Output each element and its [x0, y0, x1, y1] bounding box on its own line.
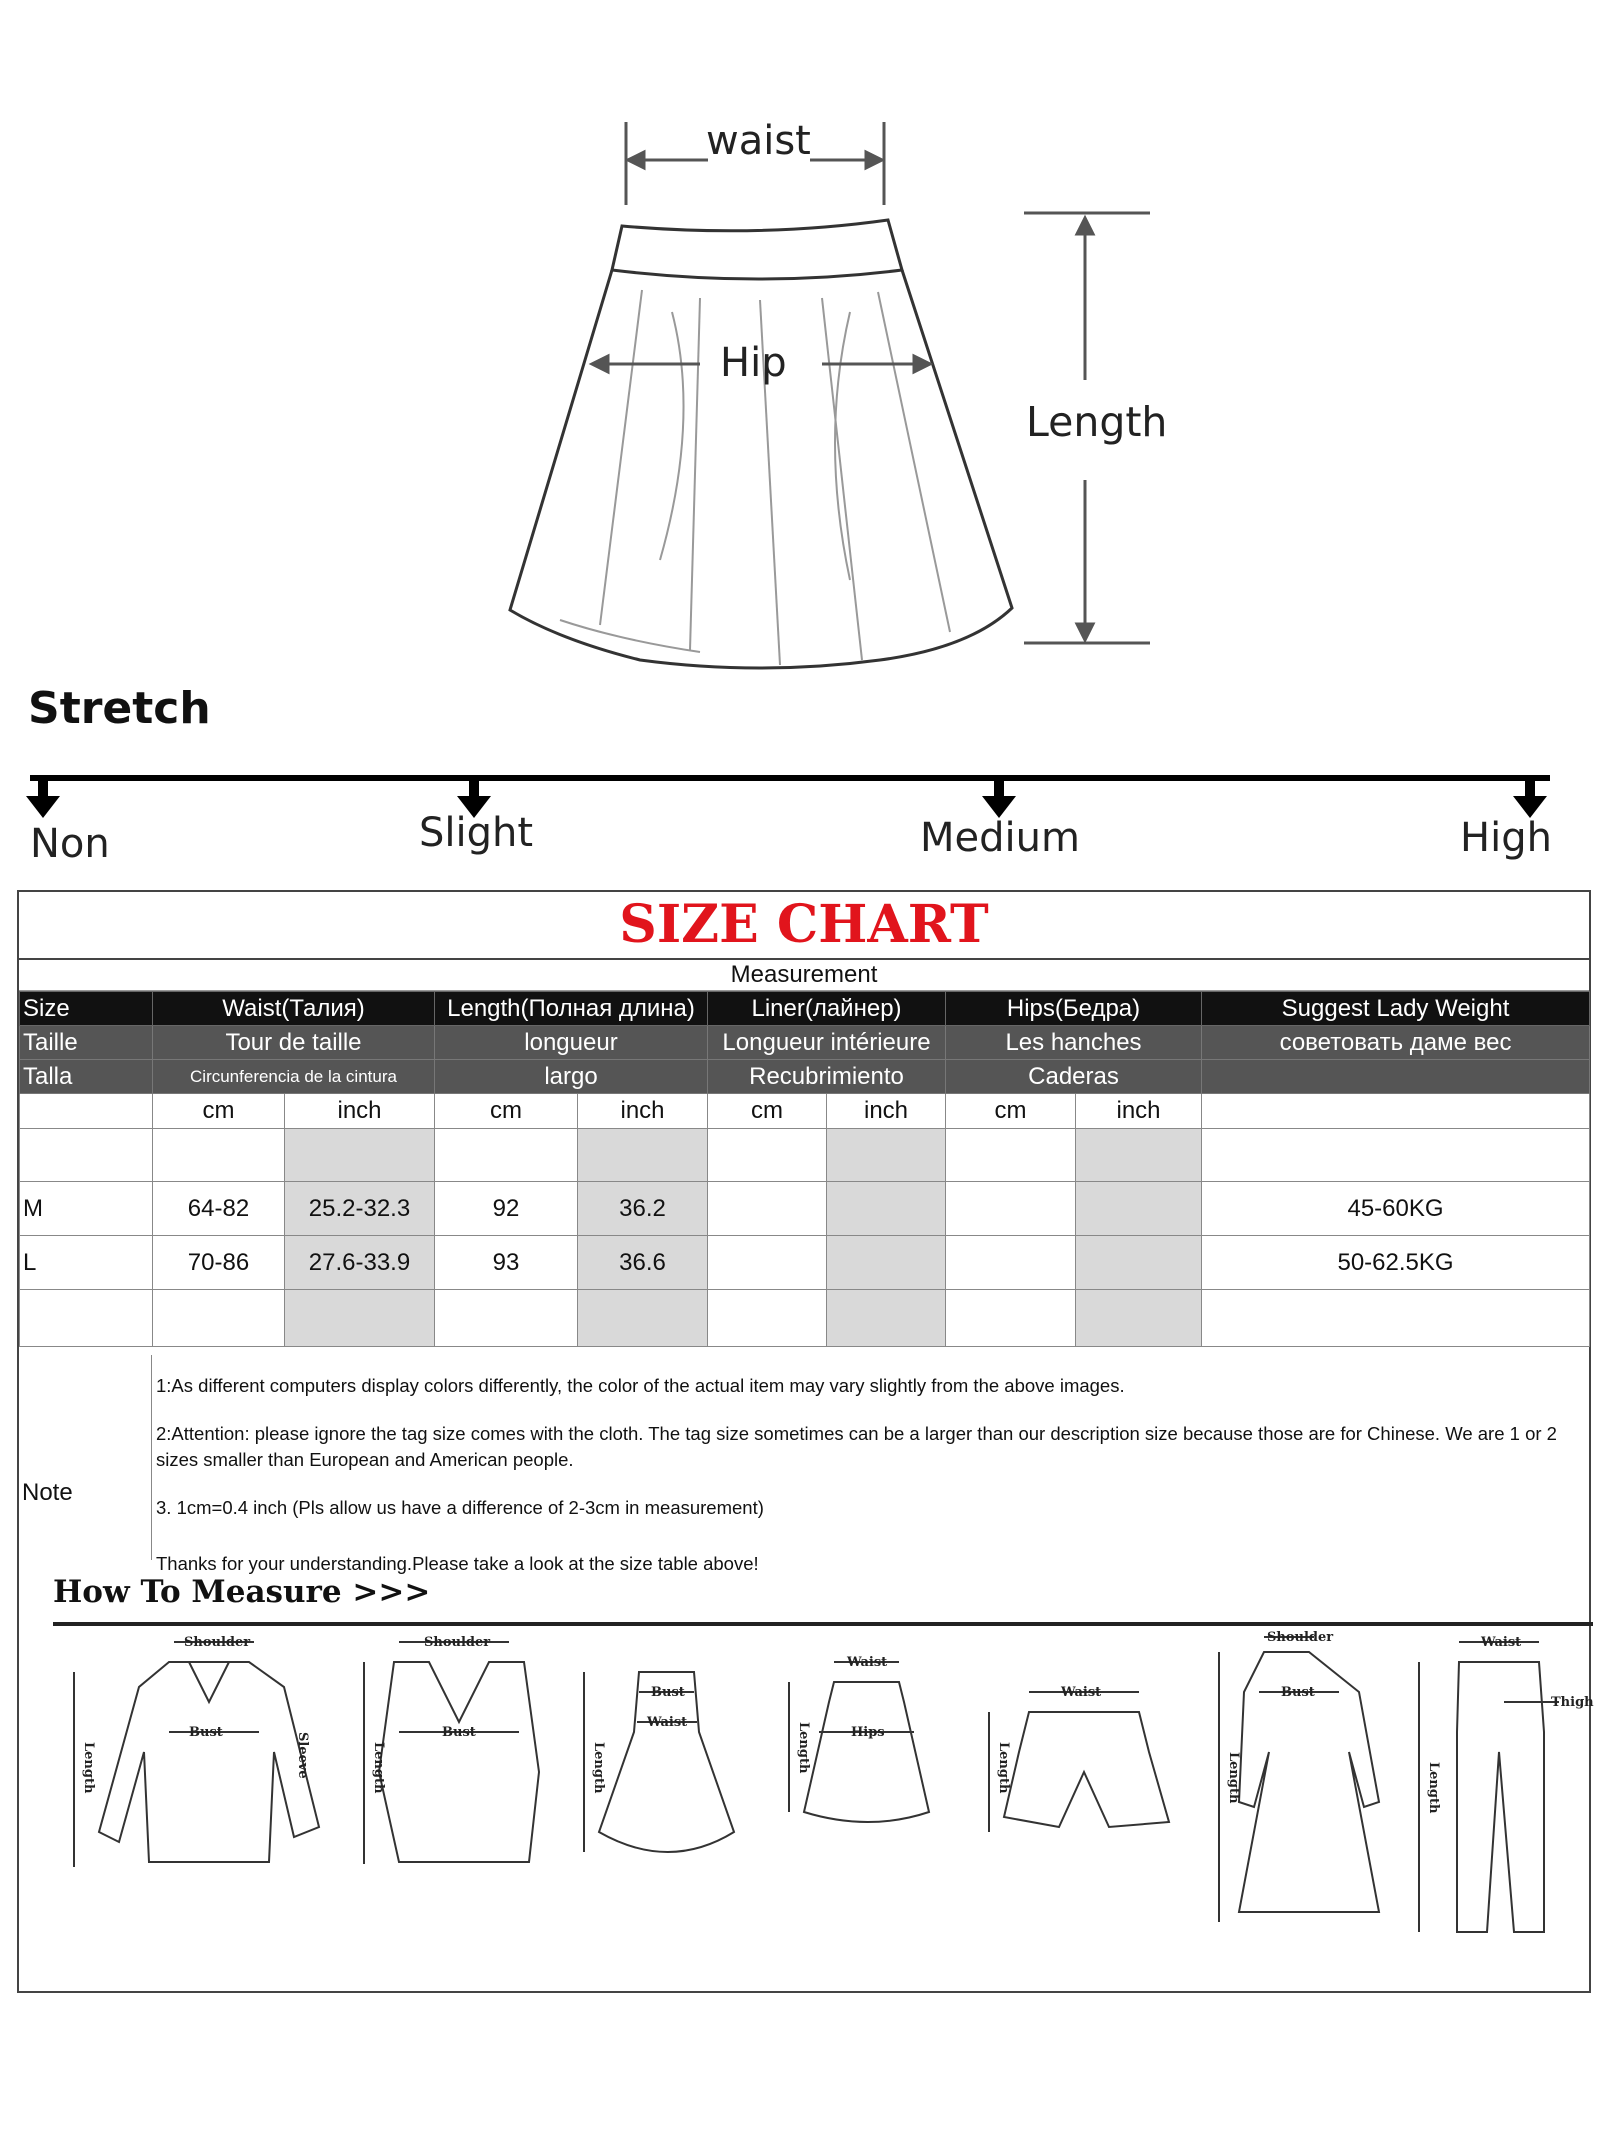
trousers-waist-label: Waist [1481, 1635, 1522, 1650]
coat-shoulder-label: Shoulder [1267, 1630, 1334, 1645]
skirt-length-label: Length [796, 1722, 811, 1774]
header-tour-de-taille: Tour de taille [153, 1026, 435, 1060]
stretch-level-slight: Slight [419, 810, 534, 856]
table-cell [435, 1129, 578, 1182]
note-2: 2:Attention: please ignore the tag size comes with the cloth. The tag size sometimes can be a larger than our description size because those are for Chinese. We are 1 or 2 sizes smaller than European and American people. [156, 1423, 1557, 1470]
how-to-measure-title: How To Measure >>> [53, 1574, 431, 1610]
header-les-hanches: Les hanches [946, 1026, 1202, 1060]
table-cell [435, 1290, 578, 1347]
table-cell [946, 1290, 1076, 1347]
trousers-thigh-label: Thigh [1551, 1695, 1594, 1710]
tank-length-label: Length [371, 1742, 386, 1794]
waist-label: waist [706, 118, 811, 164]
unit-cell: inch [578, 1094, 708, 1129]
marker-non [38, 778, 48, 798]
header-longueur-interieure: Longueur intérieure [708, 1026, 946, 1060]
table-cell [1202, 1129, 1590, 1182]
skirt-illustration [0, 0, 1600, 690]
table-cell [1076, 1290, 1202, 1347]
header-circunferencia: Circunferencia de la cintura [153, 1060, 435, 1094]
liner-cm-cell [708, 1182, 827, 1236]
hips-inch-cell [1076, 1182, 1202, 1236]
table-cell [20, 1129, 153, 1182]
length-label: Length [1026, 398, 1168, 446]
waist-inch-cell: 25.2-32.3 [285, 1182, 435, 1236]
table-cell [946, 1129, 1076, 1182]
unit-cell [20, 1094, 153, 1129]
stretch-level-high: High [1460, 815, 1552, 861]
stretch-markers [26, 778, 1547, 818]
dress-length-label: Length [591, 1742, 606, 1794]
weight-cell: 50-62.5KG [1202, 1236, 1590, 1290]
note-label: Note [22, 1479, 73, 1506]
header-talla: Talla [20, 1060, 153, 1094]
marker-medium [994, 778, 1004, 798]
table-row-size-l [20, 1236, 1590, 1290]
table-cell [827, 1129, 946, 1182]
table-cell [285, 1129, 435, 1182]
stretch-level-medium: Medium [920, 815, 1080, 861]
hips-cm-cell [946, 1236, 1076, 1290]
skirt-hips-label: Hips [851, 1725, 885, 1740]
hip-label: Hip [720, 340, 787, 386]
tank-bust-label: Bust [442, 1725, 476, 1740]
size-cell: M [20, 1182, 153, 1236]
how-to-measure-rule [53, 1622, 1593, 1626]
table-cell [285, 1290, 435, 1347]
header-length: Length(Полная длина) [435, 992, 708, 1026]
header-recubrimiento: Recubrimiento [708, 1060, 946, 1094]
unit-cell: cm [153, 1094, 285, 1129]
header-empty [1202, 1060, 1590, 1094]
dress-bust-label: Bust [651, 1685, 685, 1700]
skirt-waist-label: Waist [847, 1655, 888, 1670]
waist-inch-cell: 27.6-33.9 [285, 1236, 435, 1290]
header-waist: Waist(Талия) [153, 992, 435, 1026]
header-weight-ru: советовать даме вес [1202, 1026, 1590, 1060]
note-3: 3. 1cm=0.4 inch (Pls allow us have a difference of 2-3cm in measurement) [156, 1497, 764, 1518]
waist-cm-cell: 64-82 [153, 1182, 285, 1236]
hips-cm-cell [946, 1182, 1076, 1236]
table-cell [1202, 1290, 1590, 1347]
unit-cell: inch [1076, 1094, 1202, 1129]
header-liner: Liner(лайнер) [708, 992, 946, 1026]
table-cell [827, 1290, 946, 1347]
stretch-level-non: Non [30, 821, 110, 867]
length-inch-cell: 36.6 [578, 1236, 708, 1290]
unit-cell: inch [827, 1094, 946, 1129]
shorts-figure [989, 1692, 1169, 1832]
marker-slight [469, 778, 479, 798]
length-inch-cell: 36.2 [578, 1182, 708, 1236]
blouse-bust-label: Bust [189, 1725, 223, 1740]
table-cell [153, 1290, 285, 1347]
size-chart-title: SIZE CHART [19, 892, 1589, 960]
liner-cm-cell [708, 1236, 827, 1290]
size-table [19, 991, 1590, 1347]
shorts-length-label: Length [996, 1742, 1011, 1794]
trousers-length-label: Length [1426, 1762, 1441, 1814]
marker-non-arrow [26, 796, 60, 818]
length-cm-cell: 92 [435, 1182, 578, 1236]
table-row [20, 1290, 1590, 1347]
hips-inch-cell [1076, 1236, 1202, 1290]
liner-inch-cell [827, 1236, 946, 1290]
tank-figure [364, 1642, 539, 1864]
unit-cell: cm [946, 1094, 1076, 1129]
weight-cell: 45-60KG [1202, 1182, 1590, 1236]
shorts-waist-label: Waist [1061, 1685, 1102, 1700]
note-section [19, 1355, 1589, 1574]
marker-high [1525, 778, 1535, 798]
table-row [20, 1129, 1590, 1182]
blouse-figure [74, 1642, 319, 1867]
table-cell [708, 1129, 827, 1182]
measurement-label: Measurement [19, 960, 1589, 991]
table-cell [20, 1290, 153, 1347]
header-row-spanish [20, 1060, 1590, 1094]
table-cell [578, 1129, 708, 1182]
table-row-size-m [20, 1182, 1590, 1236]
table-cell [578, 1290, 708, 1347]
blouse-sleeve-label: Sleeve [295, 1732, 310, 1779]
unit-cell [1202, 1094, 1590, 1129]
coat-bust-label: Bust [1281, 1685, 1315, 1700]
note-divider [151, 1355, 152, 1560]
note-1: 1:As different computers display colors differently, the color of the actual item may vary slightly from the above images. [156, 1375, 1125, 1396]
header-row-english [20, 992, 1590, 1026]
length-cm-cell: 93 [435, 1236, 578, 1290]
header-hips: Hips(Бедра) [946, 992, 1202, 1026]
size-cell: L [20, 1236, 153, 1290]
coat-figure [1219, 1637, 1379, 1922]
liner-inch-cell [827, 1182, 946, 1236]
blouse-shoulder-label: Shoulder [184, 1635, 251, 1650]
note-4: Thanks for your understanding.Please take a look at the size table above! [156, 1553, 759, 1574]
header-largo: largo [435, 1060, 708, 1094]
header-size: Size [20, 992, 153, 1026]
stretch-title: Stretch [28, 683, 211, 734]
dress-waist-label: Waist [647, 1715, 688, 1730]
units-row [20, 1094, 1590, 1129]
tank-shoulder-label: Shoulder [424, 1635, 491, 1650]
header-weight: Suggest Lady Weight [1202, 992, 1590, 1026]
header-longueur: longueur [435, 1026, 708, 1060]
size-chart [17, 890, 1594, 1993]
unit-cell: cm [435, 1094, 578, 1129]
header-row-french [20, 1026, 1590, 1060]
table-cell [1076, 1129, 1202, 1182]
blouse-length-label: Length [81, 1742, 96, 1794]
coat-length-label: Length [1226, 1752, 1241, 1804]
header-caderas: Caderas [946, 1060, 1202, 1094]
unit-cell: cm [708, 1094, 827, 1129]
how-to-measure-figures [19, 1630, 1594, 1962]
header-taille: Taille [20, 1026, 153, 1060]
stretch-scale [0, 770, 1600, 830]
skirt-measurement-diagram [0, 0, 1600, 690]
table-cell [708, 1290, 827, 1347]
table-cell [153, 1129, 285, 1182]
unit-cell: inch [285, 1094, 435, 1129]
waist-cm-cell: 70-86 [153, 1236, 285, 1290]
